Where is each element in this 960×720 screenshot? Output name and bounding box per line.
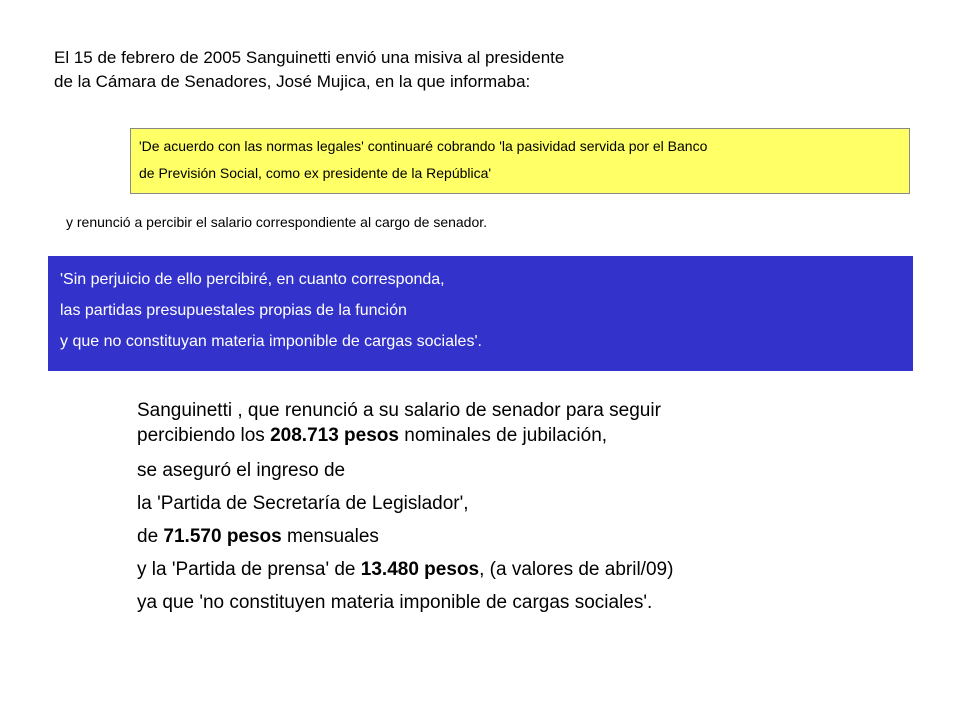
intro-paragraph [54,46,774,94]
main-body-text [137,398,927,623]
body-paragraph-5 [137,557,927,582]
body-paragraph-6: ya que 'no constituyen materia imponible de cargas sociales'. [137,592,653,613]
pension-amount: 208.713 pesos [270,425,399,446]
body-p4-post: mensuales [281,526,379,547]
body-paragraph-3: la 'Partida de Secretaría de Legislador', [137,493,469,514]
intro-line-1: El 15 de febrero de 2005 Sanguinetti envió una misiva al presidente [54,48,565,67]
renuncio-text: y renunció a percibir el salario correspondiente al cargo de senador. [66,214,488,230]
intro-line-2: de la Cámara de Senadores, José Mujica, en la que informaba: [54,72,531,91]
yellow-quote-box [130,128,910,194]
blue-quote-line-2: las partidas presupuestales propias de la función [60,302,407,319]
body-line-1b [137,423,927,448]
body-p4-pre: de [137,526,164,547]
yellow-quote-line-2: de Previsión Social, como ex presidente de la República' [139,165,492,181]
secretaria-amount: 71.570 pesos [163,526,282,547]
blue-quote-box [48,256,913,371]
body-paragraph-1 [137,398,927,448]
prensa-amount: 13.480 pesos [360,559,480,580]
body-paragraph-2: se aseguró el ingreso de [137,460,346,481]
blue-quote-line-3: y que no constituyan materia imponible de cargas sociales'. [60,333,482,350]
body-line-1a: Sanguinetti , que renunció a su salario de senador para seguir [137,400,661,421]
body-paragraph-4 [137,524,927,549]
body-line-1b-pre: percibiendo los [137,425,271,446]
body-line-1b-post: nominales de jubilación, [398,425,608,446]
body-p5-post: , (a valores de abril/09) [479,559,674,580]
yellow-quote-line-1: 'De acuerdo con las normas legales' continuaré cobrando 'la pasividad servida por el Banco [139,138,708,154]
body-p5-pre: y la 'Partida de prensa' de [137,559,361,580]
blue-quote-line-1: 'Sin perjuicio de ello percibiré, en cuanto corresponda, [60,271,445,288]
